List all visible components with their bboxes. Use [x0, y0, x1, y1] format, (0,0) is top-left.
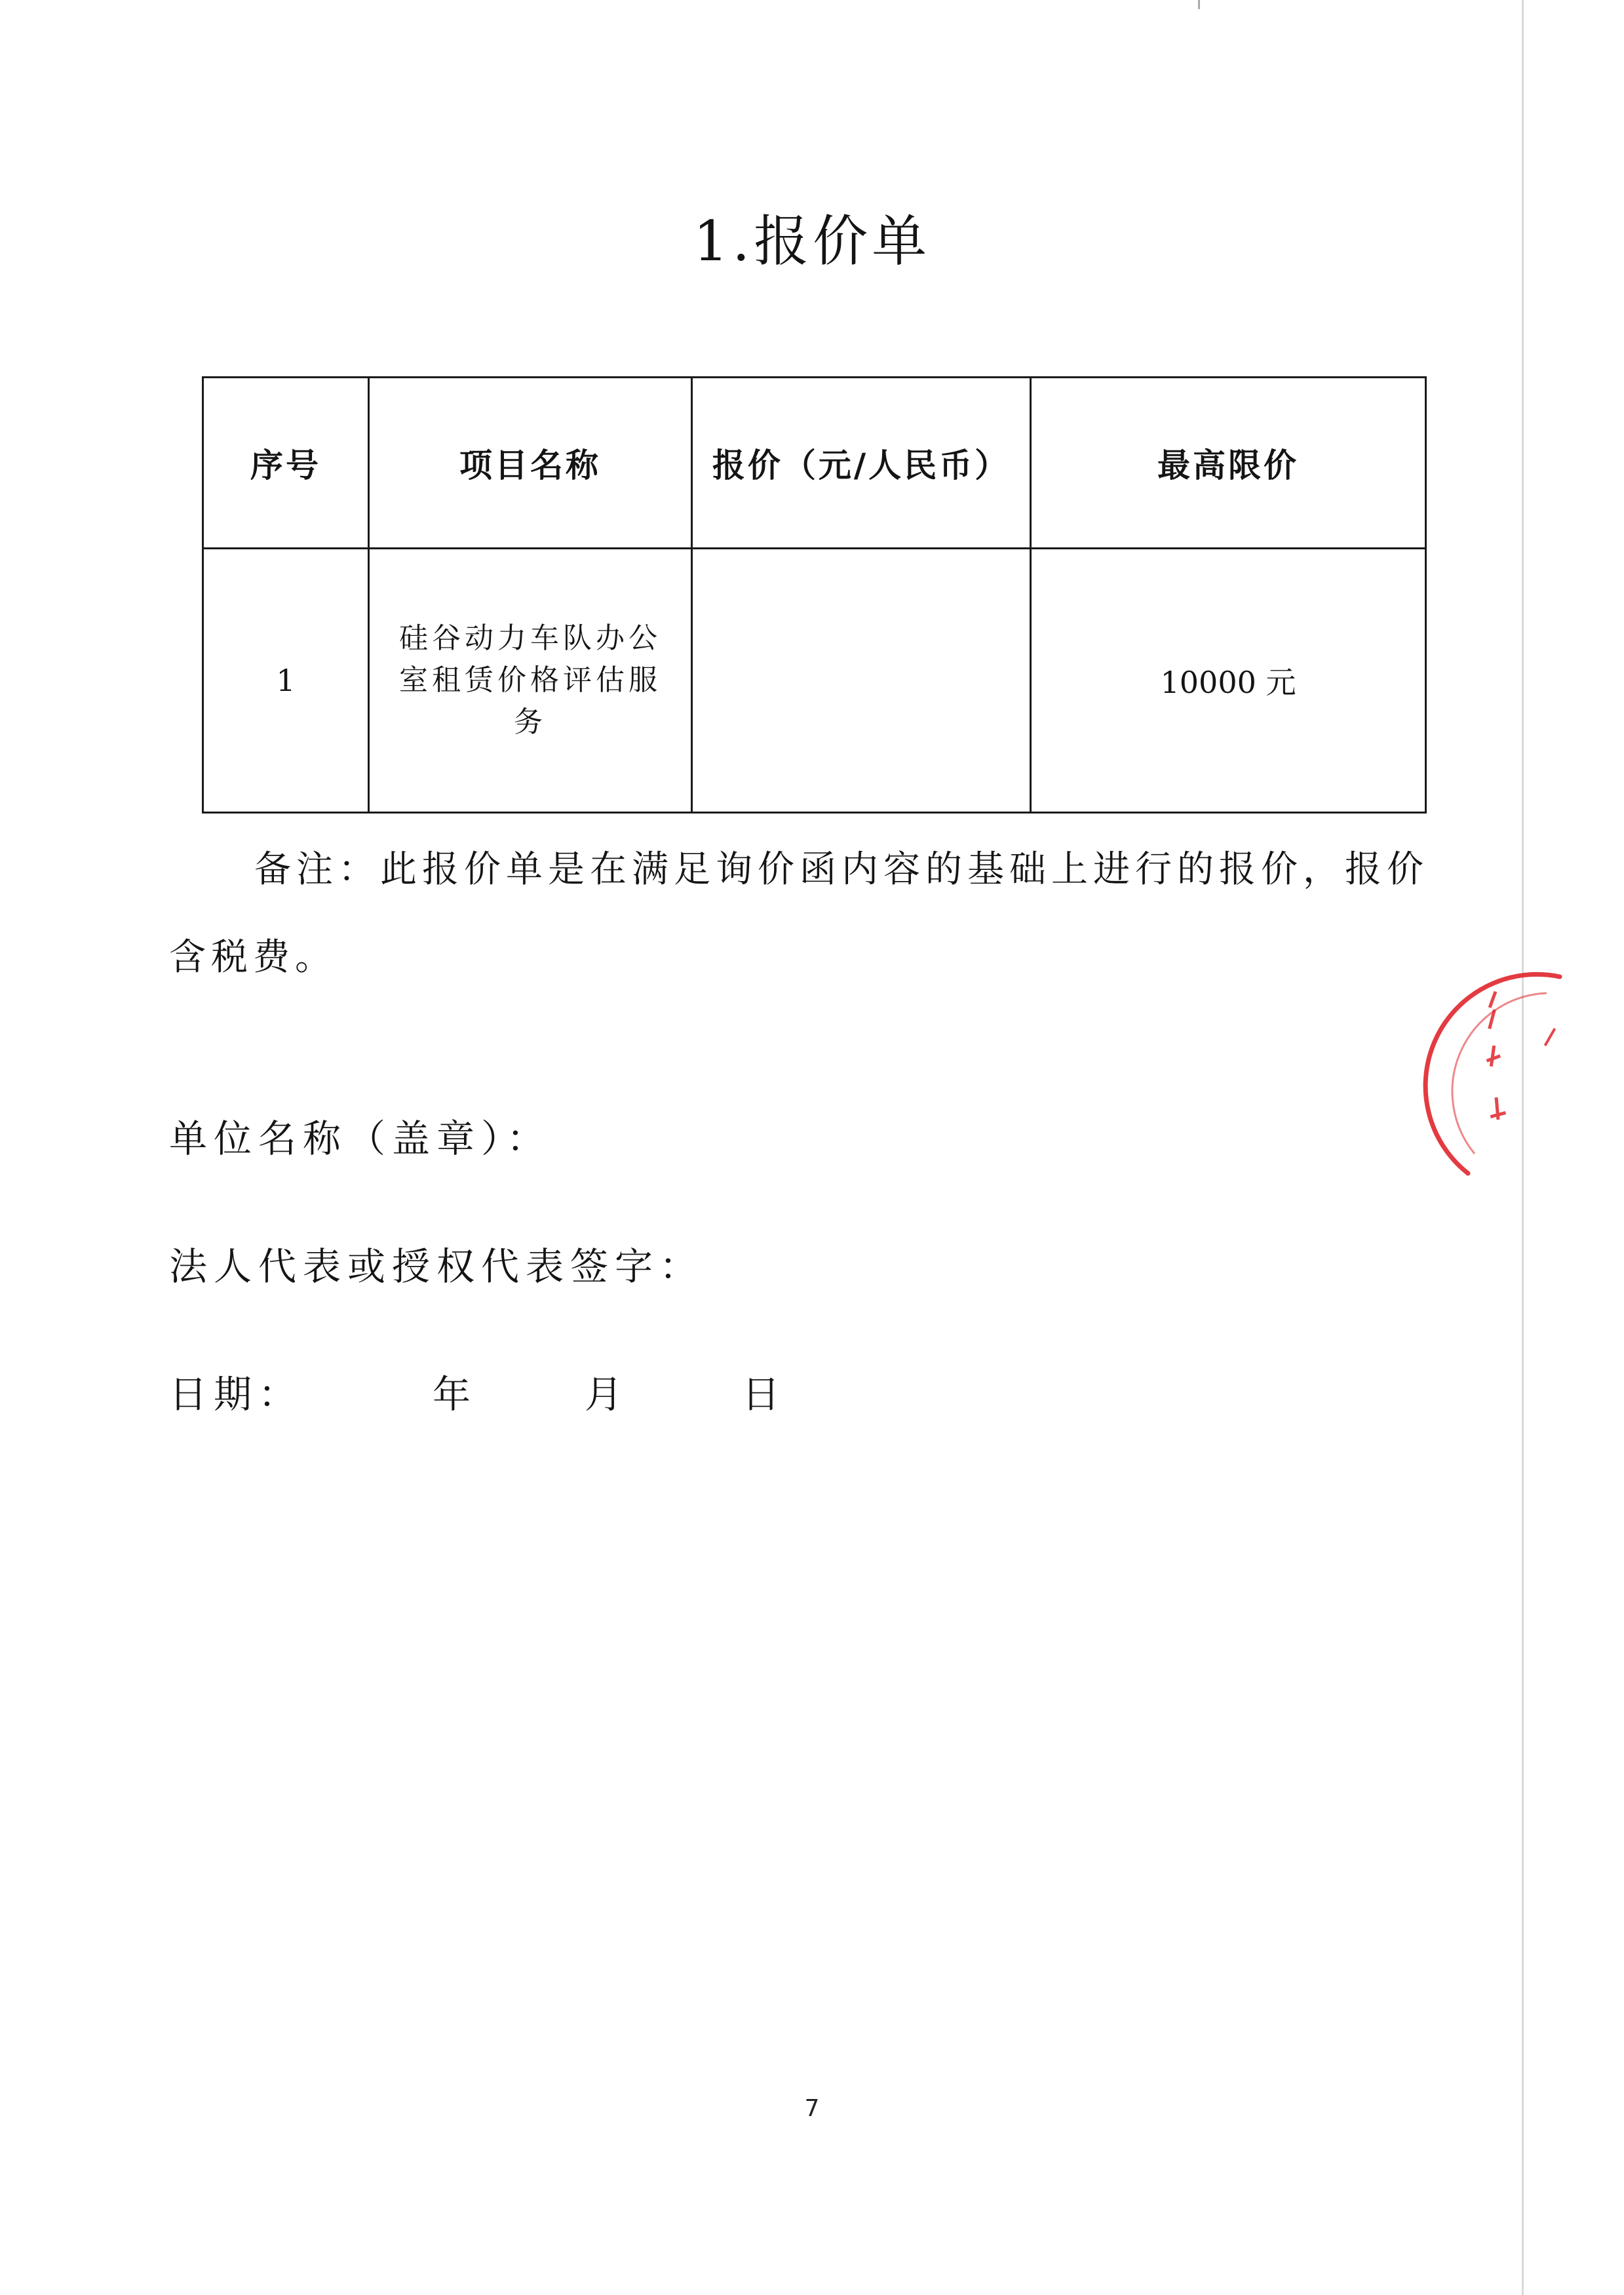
- cell-project-name: [369, 549, 692, 813]
- remark-text: 备注：此报价单是在满足询价函内容的基础上进行的报价，报价含税费。: [169, 848, 1429, 979]
- date-month-label: 月: [585, 1372, 630, 1417]
- table-header-row: [203, 378, 1426, 549]
- date-year-label: 年: [433, 1372, 478, 1417]
- page-number: 7: [804, 2095, 820, 2122]
- table-row: [203, 549, 1426, 813]
- cell-quote-price[interactable]: [692, 549, 1031, 813]
- project-name-text: 硅谷动力车队办公室租赁价格评估服务: [399, 621, 661, 739]
- company-name-label: 单位名称（盖章）：: [169, 1116, 552, 1161]
- header-project-name: 项目名称: [369, 378, 692, 549]
- document-title: 1.报价单: [693, 209, 931, 273]
- date-label: 日期：: [169, 1372, 303, 1417]
- signature-label: 法人代表或授权代表签字：: [169, 1244, 705, 1289]
- quote-table: [202, 376, 1427, 814]
- date-day-label: 日: [742, 1372, 787, 1417]
- header-quote-price: 报价（元/人民币）: [692, 378, 1031, 549]
- red-seal-stamp: [1409, 957, 1573, 1193]
- header-max-price: 最高限价: [1031, 378, 1426, 549]
- header-serial: 序号: [203, 378, 369, 549]
- cell-serial: 1: [203, 549, 369, 813]
- scan-mark: [1198, 0, 1200, 9]
- cell-max-price: 10000 元: [1031, 549, 1426, 813]
